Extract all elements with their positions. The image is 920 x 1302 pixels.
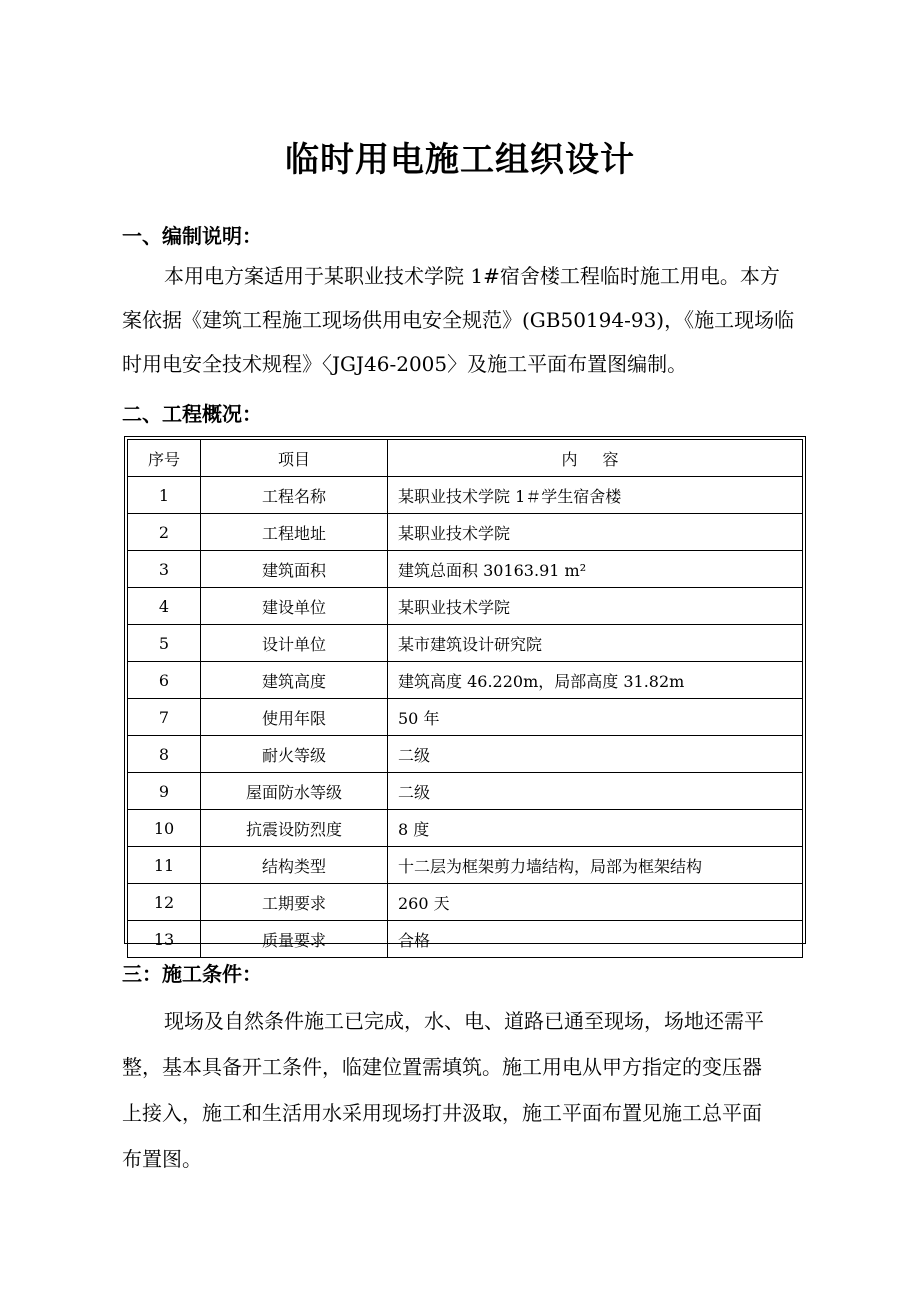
paragraph-line: 时用电安全技术规程》〈JGJ46-2005〉及施工平面布置图编制。 [122,352,688,376]
row-content: 某职业技术学院 1＃学生宿舍楼 [388,477,803,514]
row-item: 使用年限 [201,699,388,736]
paragraph-line: 上接入，施工和生活用水采用现场打井汲取，施工平面布置见施工总平面 [122,1101,762,1125]
row-content: 50 年 [388,699,803,736]
table-row [128,810,803,847]
table-row [128,884,803,921]
page-title: 临时用电施工组织设计 [285,140,635,180]
row-number: 12 [128,884,201,921]
row-number: 9 [128,773,201,810]
section-heading-2: 二、工程概况： [122,402,262,426]
row-content: 260 天 [388,884,803,921]
section-heading-1: 一、编制说明： [122,224,262,248]
row-number: 2 [128,514,201,551]
table-row [128,662,803,699]
paragraph-line: 现场及自然条件施工已完成，水、电、道路已通至现场，场地还需平 [164,1009,764,1033]
paragraph-line: 布置图。 [122,1147,202,1171]
row-content: 二级 [388,773,803,810]
row-item: 耐火等级 [201,736,388,773]
row-content: 某市建筑设计研究院 [388,625,803,662]
row-item: 结构类型 [201,847,388,884]
row-content: 建筑高度 46.220m，局部高度 31.82m [388,662,803,699]
row-number: 7 [128,699,201,736]
section-3-paragraph [122,998,822,1182]
row-number: 4 [128,588,201,625]
row-content: 某职业技术学院 [388,588,803,625]
row-item: 抗震设防烈度 [201,810,388,847]
row-item: 工程地址 [201,514,388,551]
row-content: 二级 [388,736,803,773]
row-item: 建筑面积 [201,551,388,588]
row-item: 设计单位 [201,625,388,662]
table-row [128,514,803,551]
row-content: 某职业技术学院 [388,514,803,551]
table-row [128,921,803,958]
row-content: 十二层为框架剪力墙结构，局部为框架结构 [388,847,803,884]
table-row [128,699,803,736]
row-item: 工期要求 [201,884,388,921]
row-number: 5 [128,625,201,662]
table-row [128,477,803,514]
row-content: 8 度 [388,810,803,847]
section-heading-3: 三：施工条件： [122,962,262,986]
table-header-row [128,440,803,477]
header-item: 项目 [201,440,388,477]
row-item: 质量要求 [201,921,388,958]
row-item: 建筑高度 [201,662,388,699]
section-1-paragraph [122,254,822,386]
row-content: 合格 [388,921,803,958]
table-row [128,588,803,625]
paragraph-line: 案依据《建筑工程施工现场供用电安全规范》(GB50194-93)，《施工现场临 [122,308,795,332]
row-item: 工程名称 [201,477,388,514]
table-row [128,625,803,662]
row-item: 建设单位 [201,588,388,625]
paragraph-line: 本用电方案适用于某职业技术学院 1#宿舍楼工程临时施工用电。本方 [164,264,780,288]
project-overview-table [124,436,806,950]
row-number: 3 [128,551,201,588]
row-number: 11 [128,847,201,884]
row-content: 建筑总面积 30163.91 m² [388,551,803,588]
header-no: 序号 [128,440,201,477]
row-number: 10 [128,810,201,847]
table-row [128,773,803,810]
row-number: 6 [128,662,201,699]
header-content: 内 容 [388,440,803,477]
table-row [128,847,803,884]
row-number: 8 [128,736,201,773]
paragraph-line: 整，基本具备开工条件，临建位置需填筑。施工用电从甲方指定的变压器 [122,1055,762,1079]
table-row [128,551,803,588]
row-item: 屋面防水等级 [201,773,388,810]
row-number: 1 [128,477,201,514]
table-row [128,736,803,773]
row-number: 13 [128,921,201,958]
